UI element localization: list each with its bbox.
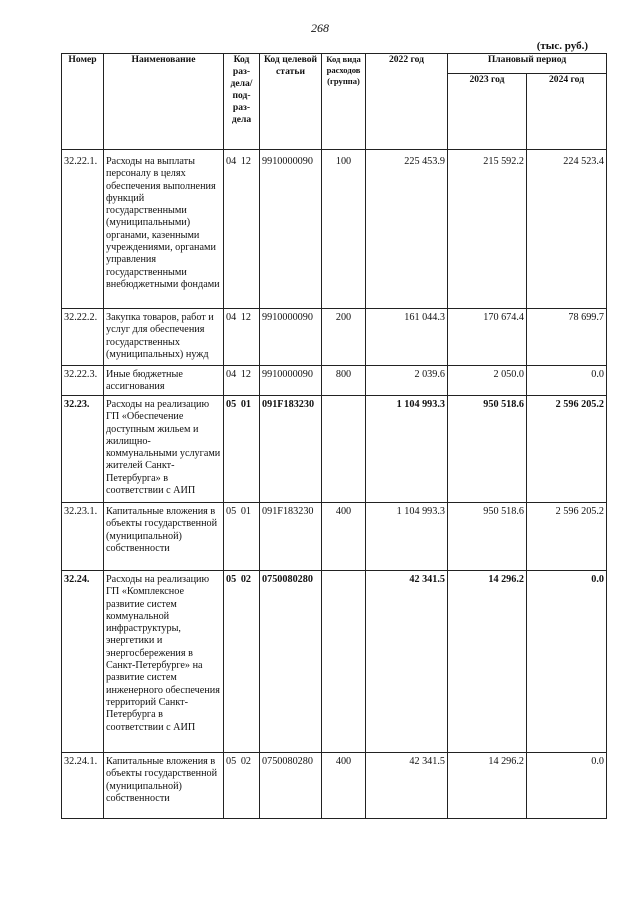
row-2022: 2 039.6: [366, 366, 448, 396]
section-code: 05: [226, 574, 237, 585]
row-2022: 225 453.9: [366, 150, 448, 309]
row-2022: 42 341.5: [366, 753, 448, 819]
row-number: 32.23.1.: [62, 503, 104, 571]
row-name: Закупка товаров, работ и услуг для обеспечения государственных (муниципальных) нужд: [104, 309, 224, 366]
table-row: [62, 366, 607, 396]
budget-table: [61, 53, 607, 819]
row-number: 32.22.1.: [62, 150, 104, 309]
row-section: [224, 503, 260, 571]
header-planned-period: Плановый период: [448, 54, 607, 74]
header-2022: 2022 год: [366, 54, 448, 150]
row-2024: 0.0: [527, 366, 607, 396]
table-row: [62, 309, 607, 366]
row-2022: 42 341.5: [366, 571, 448, 753]
row-number: 32.24.1.: [62, 753, 104, 819]
row-expense-type: 400: [322, 503, 366, 571]
header-section-code: Код раз-дела/ под-раз-дела: [224, 54, 260, 150]
table-row: [62, 503, 607, 571]
row-number: 32.23.: [62, 396, 104, 503]
header-expense-type-code: Код вида расходов (группа): [322, 54, 366, 150]
row-target: 9910000090: [260, 366, 322, 396]
row-target: 091F183230: [260, 503, 322, 571]
subsection-code: 12: [240, 369, 251, 380]
header-name: Наименование: [104, 54, 224, 150]
row-expense-type: 200: [322, 309, 366, 366]
subsection-code: 02: [240, 574, 251, 585]
row-2022: 1 104 993.3: [366, 396, 448, 503]
row-number: 32.22.2.: [62, 309, 104, 366]
row-section: [224, 571, 260, 753]
row-target: 0750080280: [260, 571, 322, 753]
header-2023: 2023 год: [448, 74, 527, 150]
row-target: 091F183230: [260, 396, 322, 503]
row-name: Иные бюджетные ассигнования: [104, 366, 224, 396]
subsection-code: 12: [240, 312, 251, 323]
row-2023: 170 674.4: [448, 309, 527, 366]
table-row: [62, 571, 607, 753]
subsection-code: 01: [240, 506, 251, 517]
section-code: 04: [226, 312, 237, 323]
row-2023: 14 296.2: [448, 571, 527, 753]
header-target-code: Код целевой статьи: [260, 54, 322, 150]
row-target: 9910000090: [260, 150, 322, 309]
subsection-code: 02: [240, 756, 251, 767]
row-section: [224, 396, 260, 503]
row-section: [224, 753, 260, 819]
row-target: 0750080280: [260, 753, 322, 819]
row-2022: 1 104 993.3: [366, 503, 448, 571]
row-2024: 0.0: [527, 571, 607, 753]
table-row: [62, 753, 607, 819]
header-2024: 2024 год: [527, 74, 607, 150]
row-2023: 2 050.0: [448, 366, 527, 396]
row-target: 9910000090: [260, 309, 322, 366]
row-section: [224, 150, 260, 309]
row-name: Расходы на реализацию ГП «Обеспечение доступным жильем и жилищно-коммунальными услугами жителей Санкт-Петербурга» в соответствии с АИП: [104, 396, 224, 503]
row-2024: 224 523.4: [527, 150, 607, 309]
row-expense-type: [322, 571, 366, 753]
row-expense-type: [322, 396, 366, 503]
subsection-code: 12: [240, 156, 251, 167]
row-2024: 0.0: [527, 753, 607, 819]
row-2024: 2 596 205.2: [527, 503, 607, 571]
subsection-code: 01: [240, 399, 251, 410]
row-expense-type: 400: [322, 753, 366, 819]
section-code: 05: [226, 399, 237, 410]
section-code: 05: [226, 506, 237, 517]
row-number: 32.22.3.: [62, 366, 104, 396]
row-expense-type: 100: [322, 150, 366, 309]
section-code: 04: [226, 369, 237, 380]
row-name: Расходы на выплаты персоналу в целях обеспечения выполнения функций государственными (муниципальными) органами, казенными учреждениями, органами управления государственными внебюджетными фондами: [104, 150, 224, 309]
row-name: Расходы на реализацию ГП «Комплексное развитие систем коммунальной инфраструктуры, энергетики и энергосбережения в Санкт-Петербурге» на развитие систем инженерного обеспечения территорий Санкт-Петербурга в соответствии с АИП: [104, 571, 224, 753]
table-row: [62, 396, 607, 503]
page-number: 268: [311, 21, 329, 35]
row-2024: 2 596 205.2: [527, 396, 607, 503]
section-code: 04: [226, 156, 237, 167]
row-name: Капитальные вложения в объекты государственной (муниципальной) собственности: [104, 503, 224, 571]
row-number: 32.24.: [62, 571, 104, 753]
section-code: 05: [226, 756, 237, 767]
row-2023: 950 518.6: [448, 503, 527, 571]
row-expense-type: 800: [322, 366, 366, 396]
table-row: [62, 150, 607, 309]
row-section: [224, 309, 260, 366]
units-label: (тыс. руб.): [536, 40, 588, 52]
row-2022: 161 044.3: [366, 309, 448, 366]
header-number: Номер: [62, 54, 104, 150]
row-2023: 215 592.2: [448, 150, 527, 309]
row-2023: 950 518.6: [448, 396, 527, 503]
row-name: Капитальные вложения в объекты государственной (муниципальной) собственности: [104, 753, 224, 819]
table-header-row: [62, 54, 607, 74]
row-section: [224, 366, 260, 396]
row-2023: 14 296.2: [448, 753, 527, 819]
row-2024: 78 699.7: [527, 309, 607, 366]
